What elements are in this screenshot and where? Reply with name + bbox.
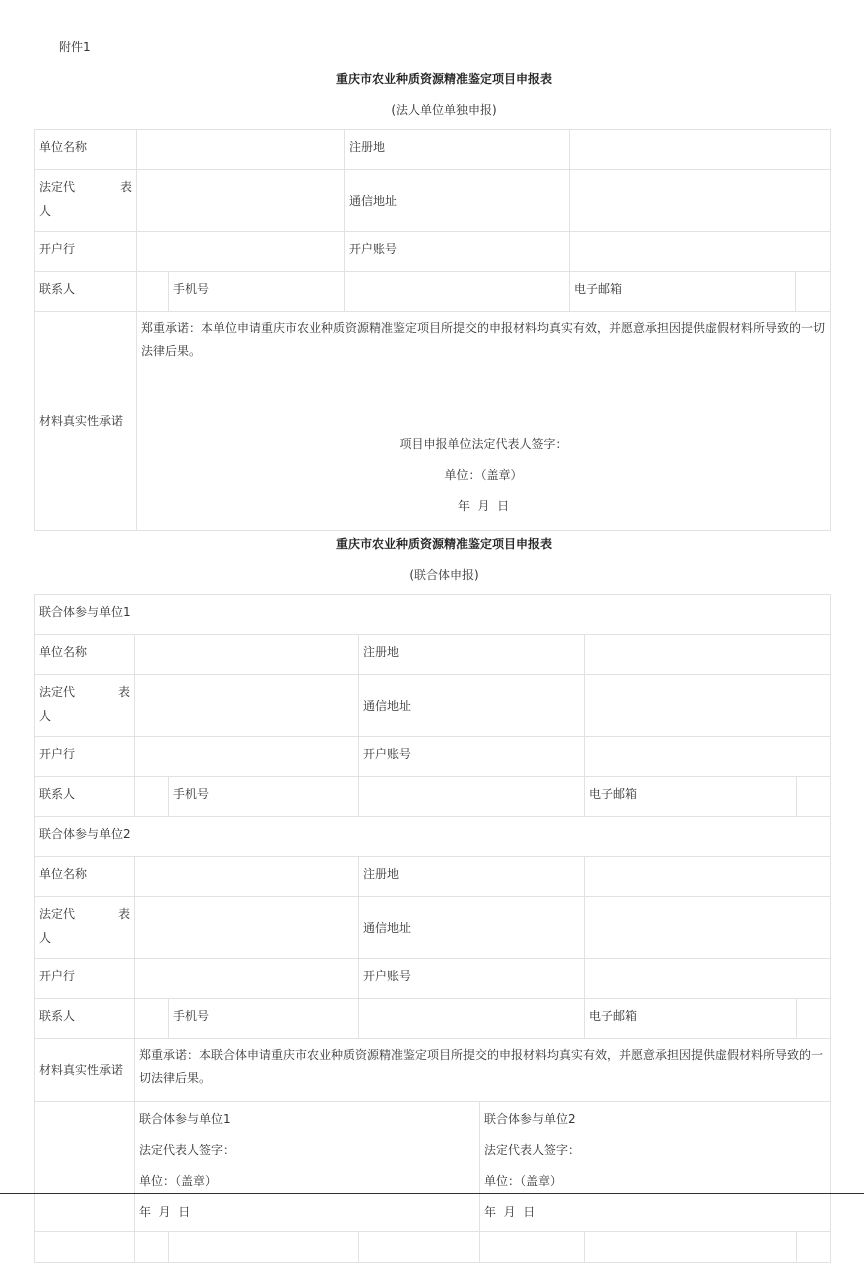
sig-left-unit: 联合体参与单位1 — [139, 1112, 231, 1126]
commitment-cell — [137, 312, 831, 531]
member2-header: 联合体参与单位2 — [35, 817, 831, 857]
date-line: 年 月 日 — [457, 499, 510, 513]
m2-contact-field[interactable] — [135, 999, 169, 1039]
contact-field[interactable] — [137, 272, 169, 312]
m2-legal-rep-label: 法定代 表 人 — [35, 897, 135, 959]
sig-right-seal: 单位：（盖章） — [484, 1174, 563, 1188]
form2-table — [34, 594, 831, 1263]
m2-address-field[interactable] — [585, 897, 831, 959]
form1-table — [34, 129, 831, 531]
m1-mobile-label: 手机号 — [169, 777, 359, 817]
form2-subtitle: (联合体申报) — [409, 568, 479, 582]
signature-line: 项目申报单位法定代表人签字： — [399, 437, 568, 451]
sig-right-signature: 法定代表人签字： — [484, 1143, 581, 1157]
m2-bank-label: 开户行 — [35, 959, 135, 999]
commitment-text: 郑重承诺：本单位申请重庆市农业种质资源精准鉴定项目所提交的申报材料均真实有效，并愿意承担因提供虚假材料所导致的一切法律后果。 — [141, 321, 826, 358]
email-field[interactable] — [796, 272, 831, 312]
joint-commitment-text: 郑重承诺：本联合体申请重庆市农业种质资源精准鉴定项目所提交的申报材料均真实有效，并愿意承担因提供虚假材料所导致的一切法律后果。 — [135, 1039, 831, 1102]
m1-bank-label: 开户行 — [35, 737, 135, 777]
joint-sig-right — [480, 1102, 831, 1232]
m1-account-field[interactable] — [585, 737, 831, 777]
blank-cell — [585, 1232, 797, 1263]
email-label: 电子邮箱 — [570, 272, 796, 312]
registered-place-label: 注册地 — [345, 130, 570, 170]
blank-cell — [35, 1232, 135, 1263]
form1-subtitle: (法人单位单独申报) — [391, 103, 497, 117]
m1-account-label: 开户账号 — [359, 737, 585, 777]
blank-cell — [480, 1232, 585, 1263]
page-break-line — [0, 1193, 864, 1194]
m1-contact-field[interactable] — [135, 777, 169, 817]
sig-left-signature: 法定代表人签字： — [139, 1143, 236, 1157]
m1-unit-name-label: 单位名称 — [35, 635, 135, 675]
legal-rep-field[interactable] — [137, 170, 345, 232]
m1-legal-rep-label: 法定代 表 人 — [35, 675, 135, 737]
mobile-label: 手机号 — [169, 272, 345, 312]
m1-registered-place-field[interactable] — [585, 635, 831, 675]
m2-legal-rep-field[interactable] — [135, 897, 359, 959]
account-field[interactable] — [570, 232, 831, 272]
account-label: 开户账号 — [345, 232, 570, 272]
joint-signature-blank — [35, 1102, 135, 1232]
commitment-label: 材料真实性承诺 — [35, 312, 137, 531]
m2-registered-place-field[interactable] — [585, 857, 831, 897]
m1-address-label: 通信地址 — [359, 675, 585, 737]
m2-bank-field[interactable] — [135, 959, 359, 999]
m2-account-field[interactable] — [585, 959, 831, 999]
member1-header: 联合体参与单位1 — [35, 595, 831, 635]
blank-cell — [135, 1232, 169, 1263]
blank-cell — [359, 1232, 480, 1263]
m2-address-label: 通信地址 — [359, 897, 585, 959]
m2-registered-place-label: 注册地 — [359, 857, 585, 897]
blank-cell — [797, 1232, 831, 1263]
bank-label: 开户行 — [35, 232, 137, 272]
sig-right-date: 年 月 日 — [484, 1205, 536, 1219]
m1-address-field[interactable] — [585, 675, 831, 737]
form2-title: 重庆市农业种质资源精准鉴定项目申报表 — [335, 537, 552, 551]
bank-field[interactable] — [137, 232, 345, 272]
m1-legal-rep-field[interactable] — [135, 675, 359, 737]
address-field[interactable] — [570, 170, 831, 232]
m2-mobile-field[interactable] — [359, 999, 585, 1039]
m2-email-label: 电子邮箱 — [585, 999, 797, 1039]
contact-label: 联系人 — [35, 272, 137, 312]
sig-left-date: 年 月 日 — [139, 1205, 191, 1219]
registered-place-field[interactable] — [570, 130, 831, 170]
m1-contact-label: 联系人 — [35, 777, 135, 817]
m2-unit-name-label: 单位名称 — [35, 857, 135, 897]
m2-account-label: 开户账号 — [359, 959, 585, 999]
seal-line: 单位：（盖章） — [444, 468, 523, 482]
m2-unit-name-field[interactable] — [135, 857, 359, 897]
attachment-label: 附件1 — [59, 40, 91, 54]
form1-title: 重庆市农业种质资源精准鉴定项目申报表 — [335, 72, 552, 86]
m2-mobile-label: 手机号 — [169, 999, 359, 1039]
m2-contact-label: 联系人 — [35, 999, 135, 1039]
m1-unit-name-field[interactable] — [135, 635, 359, 675]
m2-email-field[interactable] — [797, 999, 831, 1039]
m1-bank-field[interactable] — [135, 737, 359, 777]
legal-rep-label: 法定代 表 人 — [35, 170, 137, 232]
blank-cell — [169, 1232, 359, 1263]
m1-email-field[interactable] — [797, 777, 831, 817]
unit-name-label: 单位名称 — [35, 130, 137, 170]
sig-right-unit: 联合体参与单位2 — [484, 1112, 576, 1126]
joint-sig-left — [135, 1102, 480, 1232]
m1-mobile-field[interactable] — [359, 777, 585, 817]
mobile-field[interactable] — [345, 272, 570, 312]
unit-name-field[interactable] — [137, 130, 345, 170]
joint-commitment-label: 材料真实性承诺 — [35, 1039, 135, 1102]
m1-registered-place-label: 注册地 — [359, 635, 585, 675]
address-label: 通信地址 — [345, 170, 570, 232]
m1-email-label: 电子邮箱 — [585, 777, 797, 817]
sig-left-seal: 单位：（盖章） — [139, 1174, 218, 1188]
